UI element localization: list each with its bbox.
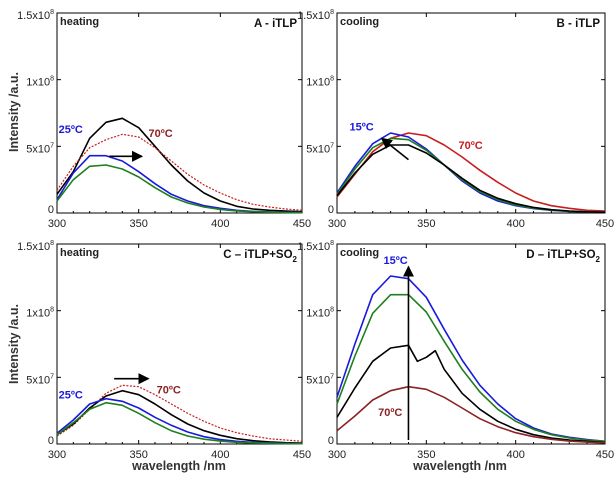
temperature-label: 25ºC [58,389,83,402]
x-tick-label: 300 [47,449,67,461]
y-tick-label: 0 [47,435,54,447]
x-tick-label: 300 [327,449,347,461]
y-tick-label: 0 [327,204,334,216]
x-axis-label-left: wavelength /nm [132,459,226,473]
y-axis-label-bottom: Intensity /a.u. [7,304,21,384]
series-line [57,156,302,213]
x-tick-label: 450 [595,449,615,461]
x-tick-label: 350 [129,218,148,230]
plot-frame [337,13,605,213]
temperature-label: 15ºC [383,255,408,267]
corner-label: heating [60,247,100,259]
series-line [57,391,302,443]
series-line [337,145,605,212]
temperature-label: 70ºC [156,384,181,397]
y-tick-label: $1.5x10^8$ [297,9,334,22]
plot-frame [57,244,302,444]
temperature-label: 70ºC [378,407,403,419]
series-line [57,403,302,444]
y-tick-label: $5x10^7$ [26,142,54,156]
y-tick-label: $1x10^8$ [26,75,54,89]
y-tick-label: $5x10^7$ [306,142,334,156]
series-line [337,295,605,442]
trend-arrow [382,138,409,159]
y-tick-label: $5x10^7$ [306,373,334,387]
plot-frame [57,13,302,213]
x-tick-label: 350 [129,449,148,461]
series-line [337,345,605,442]
y-tick-label: 0 [47,204,54,216]
y-tick-label: $1x10^8$ [306,306,334,320]
x-tick-label: 350 [417,449,436,461]
temperature-label: 70ºC [148,128,173,140]
temperature-label: 25ºC [58,124,83,136]
y-tick-label: $1.5x10^8$ [297,240,334,253]
panel-title: $C - iTLP+SO_2$ [223,249,297,264]
y-tick-label: $1.5x10^8$ [17,9,54,22]
y-tick-label: $1x10^8$ [306,75,334,89]
panel-a [17,9,311,230]
x-tick-label: 450 [292,449,312,461]
y-tick-label: $5x10^7$ [26,373,54,387]
x-tick-label: 400 [211,218,230,230]
panel-c [17,240,311,461]
corner-label: heating [60,16,100,28]
x-tick-label: 450 [292,218,312,230]
y-tick-label: $1x10^8$ [26,306,54,320]
y-axis-label-top: Intensity /a.u. [7,72,21,152]
x-tick-label: 300 [327,218,347,230]
panel-d [297,240,614,461]
x-axis-label-right: wavelength /nm [413,459,507,473]
panel-title: $D - iTLP+SO_2$ [526,249,600,264]
corner-label: cooling [340,247,380,259]
panel-b [297,9,614,230]
y-tick-label: 0 [327,435,334,447]
panel-title: A - iTLP [253,18,297,30]
temperature-label: 15ºC [349,121,374,134]
x-tick-label: 400 [506,218,525,230]
x-tick-label: 450 [595,218,615,230]
corner-label: cooling [340,16,380,28]
x-tick-label: 400 [506,449,525,461]
x-tick-label: 400 [211,449,230,461]
temperature-label: 70ºC [458,140,483,152]
y-tick-label: $1.5x10^8$ [17,240,54,253]
x-tick-label: 300 [47,218,67,230]
x-tick-label: 350 [417,218,436,230]
panel-title: B - iTLP [556,18,600,30]
